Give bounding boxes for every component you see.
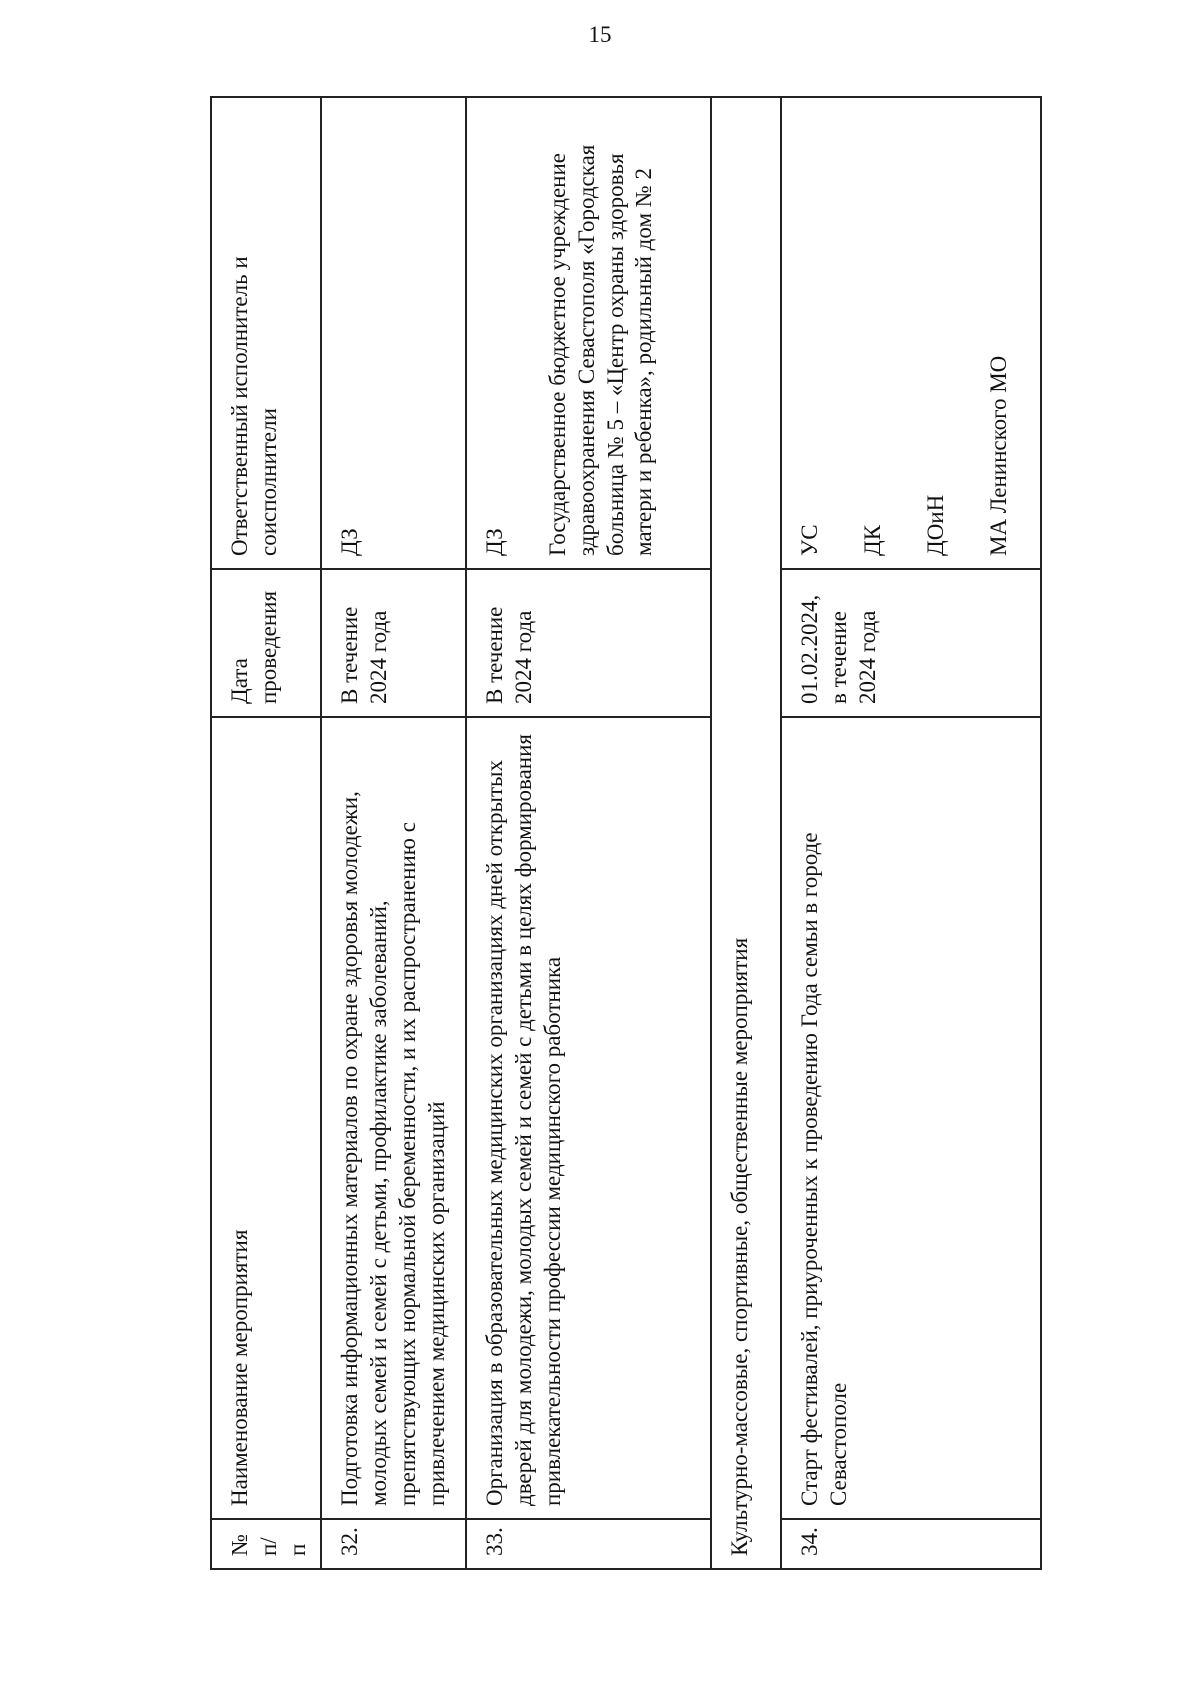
section-row <box>711 97 781 1569</box>
section-title: Культурно-массовые, спортивные, общественные мероприятия <box>711 97 781 1569</box>
row-responsible <box>321 97 466 569</box>
header-name: Наименование мероприятия <box>211 717 321 1519</box>
responsible-entry: ДЗ <box>337 528 363 556</box>
responsible-entry: ДЗ <box>482 528 508 556</box>
table-row <box>781 97 1041 1569</box>
row-date: В течение 2024 года <box>466 569 711 717</box>
row-name: Подготовка информационных материалов по охране здоровья молодежи, молодых семей и семей с детьми, профилактике заболеваний, препятствующих нормальной беременности, и их распространению с привлечением медицинских организаций <box>321 717 466 1519</box>
responsible-entry: ДОиН <box>922 494 948 556</box>
responsible-entry: Государственное бюджетное учреждение здравоохранения Севастополя «Городская больница № 5 – «Центр охраны здоровья матери и ребенка», родильный дом № 2 <box>545 144 657 556</box>
responsible-entry: МА Ленинского МО <box>985 355 1011 556</box>
header-date: Дата проведения <box>211 569 321 717</box>
row-responsible <box>781 97 1041 569</box>
row-num: 32. <box>321 1519 466 1569</box>
row-name: Старт фестивалей, приуроченных к проведению Года семьи в городе Севастополе <box>781 717 1041 1519</box>
responsible-entry: ДК <box>860 524 885 556</box>
header-responsible: Ответственный исполнитель и соисполнители <box>211 97 321 569</box>
row-name: Организация в образовательных медицинских организациях дней открытых дверей для молодежи, молодых семей и семей с детьми в целях формирования привлекательности профессии медицинского работника <box>466 717 711 1519</box>
row-responsible <box>466 97 711 569</box>
table-row <box>466 97 711 1569</box>
table-header-row <box>211 97 321 1569</box>
page-number: 15 <box>588 22 612 47</box>
row-date: 01.02.2024, в течение 2024 года <box>781 569 1041 717</box>
events-table <box>210 96 1042 1570</box>
header-num: № п/п <box>211 1519 321 1569</box>
row-num: 34. <box>781 1519 1041 1569</box>
table-row <box>321 97 466 1569</box>
responsible-entry: УС <box>797 524 823 556</box>
row-num: 33. <box>466 1519 711 1569</box>
row-date: В течение 2024 года <box>321 569 466 717</box>
rotated-table-wrapper <box>210 98 1042 1570</box>
